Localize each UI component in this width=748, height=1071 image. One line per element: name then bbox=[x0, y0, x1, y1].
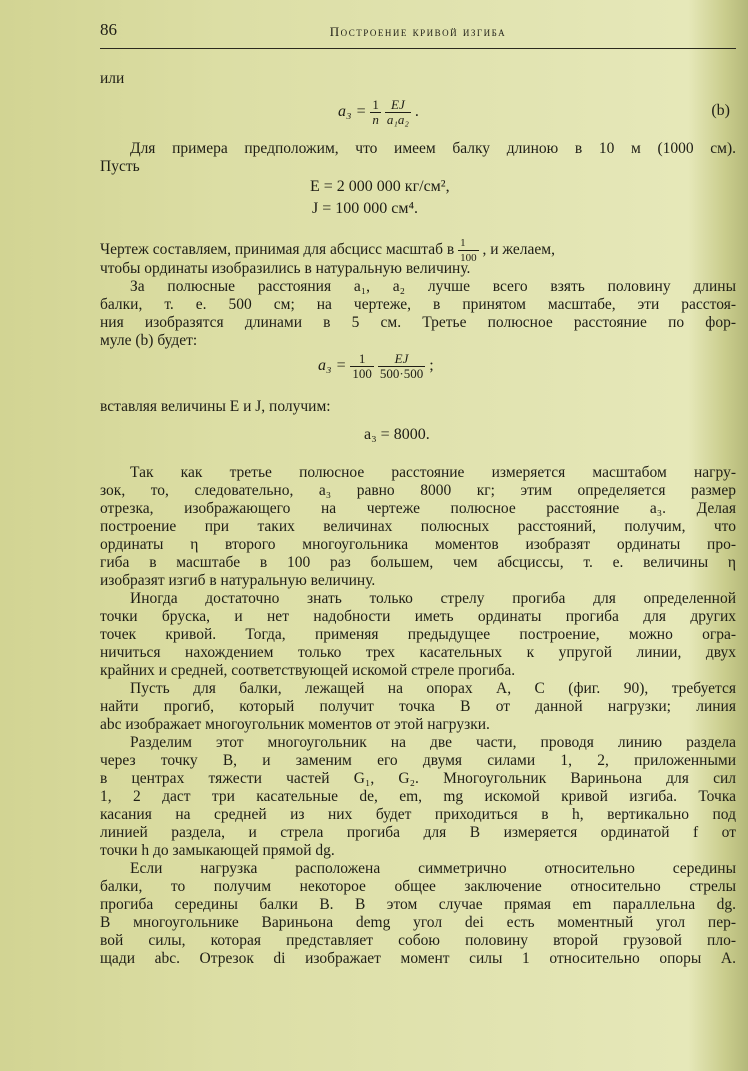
numerator: 1 bbox=[372, 97, 379, 112]
denominator: n bbox=[372, 112, 379, 127]
text-line: построение при таких величинах полюсных расстояний, получим, что bbox=[100, 518, 736, 535]
text-line: крайних и средней, соответствующей искомой стреле прогиба. bbox=[100, 662, 516, 679]
numerator: 1 bbox=[350, 352, 374, 367]
text-line: отрезка, изображающего на чертеже полюсное расстояние a₃. Делая bbox=[100, 500, 736, 517]
denominator: 500·500 bbox=[379, 366, 424, 381]
text-span: Чертеж составляем, принимая для абсцисс масштаб в bbox=[100, 241, 455, 259]
text-line: через точку B, и заменим его двумя силами 1, 2, приложенными bbox=[100, 752, 736, 769]
text-line: Для примера предположим, что имеем балку длиною в 10 м (1000 см). bbox=[130, 140, 736, 157]
numerator: EJ bbox=[385, 98, 411, 113]
text-line: щади abc. Отрезок di изображает момент силы 1 относительно опоры A. bbox=[100, 950, 736, 967]
text-line: точки h до замыкающей прямой dg. bbox=[100, 842, 335, 859]
page-header bbox=[100, 18, 736, 49]
text-line: линией раздела, и стрела прогиба для B измеряется ординатой f от bbox=[100, 824, 736, 841]
text-line: чтобы ординаты изобразились в натуральную величину. bbox=[100, 260, 471, 277]
denominator: a₁a₂ bbox=[386, 112, 409, 127]
text-span: , и желаем, bbox=[482, 241, 555, 259]
text-line: abc изображает многоугольник моментов от этой нагрузки. bbox=[100, 716, 490, 733]
fraction bbox=[385, 98, 411, 127]
text-line: ординаты η второго многоугольника моментов изобразят ординаты про- bbox=[100, 536, 736, 553]
text-line: зок, то, следовательно, a₃ равно 8000 кг; этим определяется размер bbox=[100, 482, 736, 499]
fraction bbox=[370, 98, 381, 127]
equation-a3-value: a₃ = 8000. bbox=[364, 426, 430, 443]
equation-E: E = 2 000 000 кг/см², bbox=[310, 178, 450, 195]
denominator: 100 bbox=[460, 252, 477, 264]
equation-label: (b) bbox=[711, 102, 730, 119]
formula-punct: ; bbox=[429, 357, 434, 375]
text-line: За полюсные расстояния a₁, a₂ лучше всего взять половину длины bbox=[130, 278, 736, 295]
page-number: 86 bbox=[100, 20, 117, 39]
text-line: балки, т. е. 500 см; на чертеже, в принятом масштабе, эти расстоя- bbox=[100, 296, 736, 313]
formula-punct: . bbox=[414, 103, 419, 121]
text-line: балки, то получим некоторое общее заключение относительно стрелы bbox=[100, 878, 736, 895]
formula-lhs: a₃ = bbox=[318, 357, 347, 375]
text-line: гиба в масштабе в 100 раз большем, чем абсциссы, т. е. величины η bbox=[100, 554, 736, 571]
text-line: В многоугольнике Вариньона demg угол dei есть моментный угол пер- bbox=[100, 914, 736, 931]
fraction bbox=[378, 352, 425, 381]
formula-a3 bbox=[318, 352, 434, 381]
text-line: Иногда достаточно знать только стрелу прогиба для определенной bbox=[130, 590, 736, 607]
text-line: найти прогиб, который получит точка B от данной нагрузки; линия bbox=[100, 698, 736, 715]
text-line: ния изобразятся длинами в 5 см. Третье полюсное расстояние по фор- bbox=[100, 314, 736, 331]
fraction bbox=[350, 352, 374, 381]
formula-b bbox=[338, 98, 419, 127]
text-line: вставляя величины E и J, получим: bbox=[100, 398, 331, 415]
text-line: точек кривой. Тогда, применяя предыдущее построение, можно огра- bbox=[100, 626, 736, 643]
text-line: изобразят изгиб в натуральную величину. bbox=[100, 572, 376, 589]
numerator: EJ bbox=[378, 352, 425, 367]
text-line: муле (b) будет: bbox=[100, 332, 198, 349]
text-line: Пусть для балки, лежащей на опорах A, C (фиг. 90), требуется bbox=[130, 680, 736, 697]
text-line: Если нагрузка расположена симметрично относительно середины bbox=[130, 860, 736, 877]
equation-J: J = 100 000 см⁴. bbox=[312, 200, 419, 217]
text-line: вой силы, которая представляет собою половину второй грузовой пло- bbox=[100, 932, 736, 949]
text-line: в центрах тяжести частей G₁, G₂. Многоугольник Вариньона для сил bbox=[100, 770, 736, 787]
text-line: Пусть bbox=[100, 158, 140, 175]
text-line: или bbox=[100, 70, 125, 87]
formula-lhs: a₃ = bbox=[338, 103, 367, 121]
text-line: ничиться нахождением только трех касательных к упругой линии, двух bbox=[100, 644, 736, 661]
text-line: Разделим этот многоугольник на две части, проводя линию раздела bbox=[130, 734, 736, 751]
running-title: Построение кривой изгиба bbox=[329, 24, 507, 39]
text-line: касания на средней из них будет приходиться в h, вертикально под bbox=[100, 806, 736, 823]
text-line: точки бруска, и нет надобности иметь ординаты прогиба для других bbox=[100, 608, 736, 625]
text-line: прогиба середины балки B. В этом случае прямая em параллельна dg. bbox=[100, 896, 736, 913]
text-line: 1, 2 даст три касательные de, em, mg искомой кривой изгиба. Точка bbox=[100, 788, 736, 805]
numerator: 1 bbox=[458, 236, 479, 251]
text-line: Так как третье полюсное расстояние измеряется масштабом нагру- bbox=[130, 464, 736, 481]
denominator: 100 bbox=[352, 366, 372, 381]
